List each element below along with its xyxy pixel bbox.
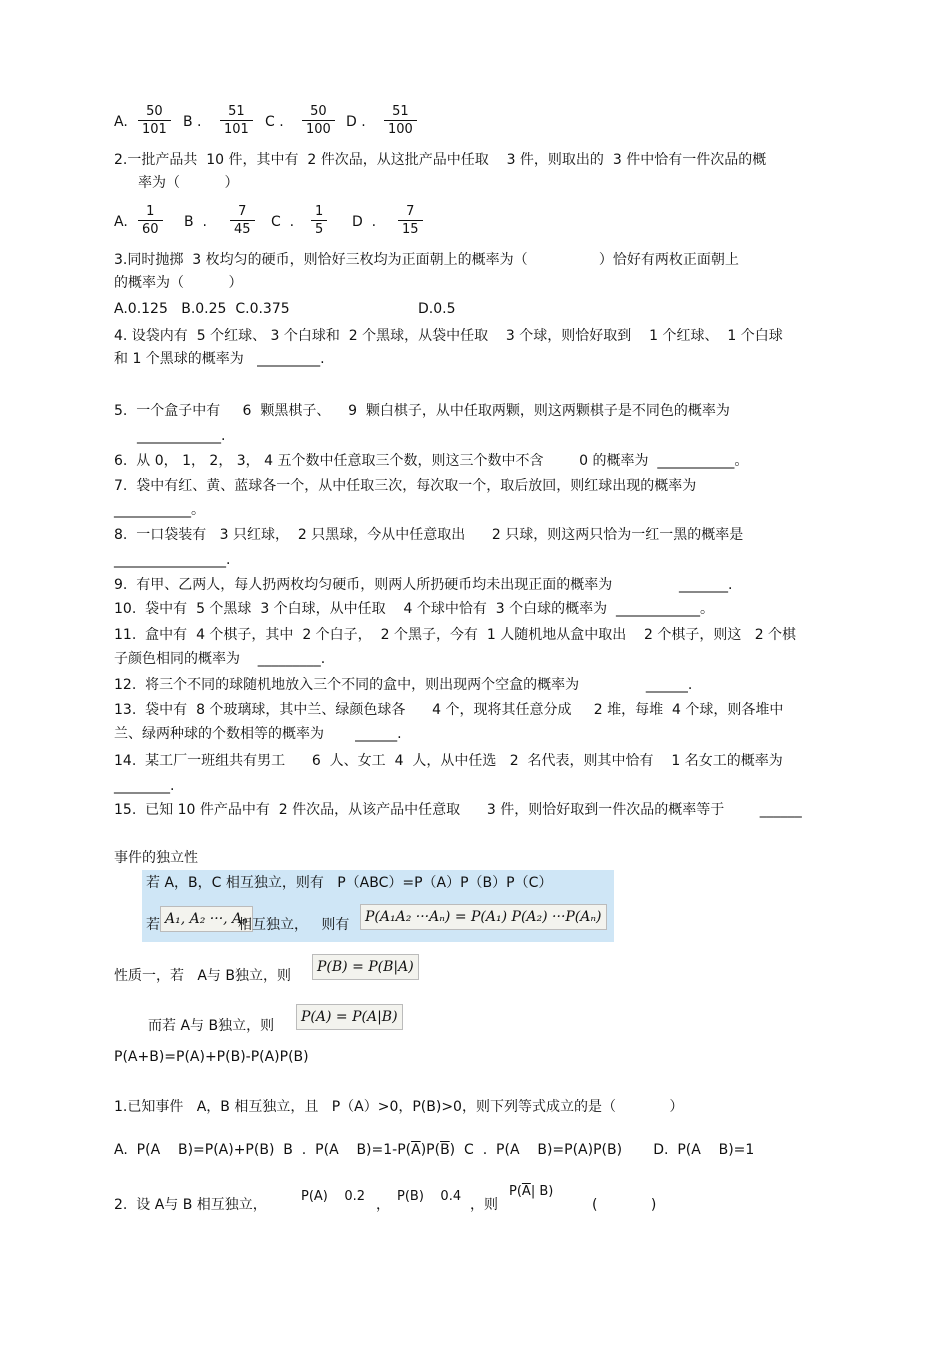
property2-text: 而若 A与 B独立，则 <box>148 1018 275 1034</box>
q1-option-a-fraction <box>138 103 171 138</box>
ex2-answer-paren: ( ) <box>592 1197 657 1213</box>
ex1-option-a-b: A. P(A B)=P(A)+P(B) B . P(A B)=1-P( <box>114 1142 412 1158</box>
q7-line2: ___________。 <box>114 502 205 518</box>
denominator: 100 <box>388 122 413 137</box>
cond-prefix: P( <box>509 1184 522 1199</box>
property2-formula: P(A) = P(A|B) <box>296 1004 403 1030</box>
ex2-conditional <box>509 1182 553 1202</box>
q2-option-a-fraction <box>138 203 163 238</box>
q2-option-d-label: D . <box>352 214 377 230</box>
denominator: 101 <box>142 122 167 137</box>
q14-line1: 14. 某工厂一班组共有男工 6 人、女工 4 人，从中任选 2 名代表，则其中恰有 1 名女工的概率为 <box>114 753 783 769</box>
q15: 15. 已知 10 件产品中有 2 件次品，从该产品中任意取 3 件，则恰好取到一件次品的概率等于 ______ <box>114 802 802 818</box>
cond-suffix: | B) <box>530 1184 554 1199</box>
formula-product-rule: P(A₁A₂ ···Aₙ) = P(A₁) P(A₂) ···P(Aₙ) <box>360 904 607 930</box>
numerator: 1 <box>311 203 327 221</box>
q13-line1: 13. 袋中有 8 个玻璃球，其中兰、绿颜色球各 4 个，现将其任意分成 2 堆，每堆 4 个球，则各堆中 <box>114 702 784 718</box>
q12: 12. 将三个不同的球随机地放入三个不同的盒中，则出现两个空盒的概率为 ______. <box>114 677 693 693</box>
q13-line2: 兰、绿两种球的个数相等的概率为 ______. <box>114 726 402 742</box>
q1-option-c-fraction <box>302 103 335 138</box>
q1-option-b-fraction <box>220 103 253 138</box>
q3-stem-line1: 3.同时抛掷 3 枚均匀的硬币，则恰好三枚均为正面朝上的概率为（ ）恰好有两枚正面朝上 <box>114 252 739 268</box>
numerator: 1 <box>138 203 163 221</box>
q1-option-b-label: B . <box>183 114 202 130</box>
q10: 10. 袋中有 5 个黑球 3 个白球，从中任取 4 个球中恰有 3 个白球的概率为 ____________。 <box>114 601 714 617</box>
complement-a: $\overline{A}$ <box>411 1142 421 1158</box>
q2-option-a-label: A. <box>114 214 128 230</box>
independence-line2-prefix: 若 <box>146 917 160 933</box>
q1-option-d-fraction <box>384 103 417 138</box>
q2-stem-line1: 2.一批产品共 10 件，其中有 2 件次品，从这批产品中任取 3 件，则取出的 3 件中恰有一件次品的概 <box>114 152 767 168</box>
denominator: 101 <box>224 122 249 137</box>
ex2-lead: 2. 设 A与 B 相互独立， <box>114 1197 267 1213</box>
formula-event-sequence: A₁, A₂ ···, Aₙ <box>160 906 253 932</box>
q2-stem-line2: 率为（ ） <box>138 175 239 191</box>
property1-text: 性质一，若 A与 B独立，则 <box>114 968 291 984</box>
q1-option-c-label: C . <box>265 114 284 130</box>
q8-line2: ________________. <box>114 552 231 568</box>
ex2-pa: P(A) 0.2 <box>301 1189 366 1204</box>
q11-line1: 11. 盒中有 4 个棋子，其中 2 个白子， 2 个黑子，今有 1 人随机地从盒中取出 2 个棋子，则这 2 个棋 <box>114 627 797 643</box>
independence-line2-mid: 相互独立， 则有 <box>238 917 350 933</box>
q1-option-a-label: A. <box>114 114 128 130</box>
denominator: 100 <box>306 122 331 137</box>
q1-option-d-label: D . <box>346 114 366 130</box>
q4-line2: 和 1 个黑球的概率为 _________. <box>114 351 325 367</box>
q3-stem-line2: 的概率为（ ） <box>114 275 243 291</box>
ex1-stem: 1.已知事件 A，B 相互独立，且 P（A）>0，P(B)>0，则下列等式成立的是（ ） <box>114 1099 684 1115</box>
numerator: 50 <box>302 103 335 121</box>
ex2-then: ，则 <box>470 1197 498 1213</box>
property1-formula: P(B) = P(B|A) <box>312 954 419 980</box>
numerator: 7 <box>398 203 423 221</box>
q2-option-d-fraction <box>398 203 423 238</box>
denominator: 15 <box>402 222 419 237</box>
q14-line2: ________. <box>114 778 175 794</box>
q2-option-b-fraction <box>230 203 255 238</box>
independence-line1: 若 A，B，C 相互独立，则有 P（ABC）=P（A）P（B）P（C） <box>146 875 553 891</box>
q3-option-d: D.0.5 <box>418 301 456 317</box>
ex1-options <box>114 1140 754 1160</box>
ex1-mid: )P( <box>420 1142 441 1158</box>
q6: 6. 从 0， 1， 2， 3， 4 五个数中任意取三个数，则这三个数中不含 0 的概率为 ___________。 <box>114 453 749 469</box>
q3-options-abc: A.0.125 B.0.25 C.0.375 <box>114 301 290 317</box>
ex1-option-c-d: ) C . P(A B)=P(A)P(B) D. P(A B)=1 <box>449 1142 755 1158</box>
numerator: 51 <box>220 103 253 121</box>
numerator: 51 <box>384 103 417 121</box>
q5-line2: ____________. <box>137 428 226 444</box>
ex2-comma: ， <box>376 1197 390 1213</box>
q11-line2: 子颜色相同的概率为 _________. <box>114 651 326 667</box>
denominator: 60 <box>142 222 159 237</box>
union-rule: P(A+B)=P(A)+P(B)-P(A)P(B) <box>114 1049 309 1065</box>
q9: 9. 有甲、乙两人，每人扔两枚均匀硬币，则两人所扔硬币均未出现正面的概率为 _______. <box>114 577 733 593</box>
ex2-pb: P(B) 0.4 <box>397 1189 462 1204</box>
numerator: 50 <box>138 103 171 121</box>
complement-a: $\overline{A}$ <box>521 1184 531 1199</box>
denominator: 5 <box>315 222 324 237</box>
numerator: 7 <box>230 203 255 221</box>
q7-line1: 7. 袋中有红、黄、蓝球各一个，从中任取三次，每次取一个，取后放回，则红球出现的概率为 <box>114 478 697 494</box>
q2-option-b-label: B . <box>184 214 207 230</box>
q8-line1: 8. 一口袋装有 3 只红球， 2 只黑球，今从中任意取出 2 只球，则这两只恰为一红一黑的概率是 <box>114 527 744 543</box>
q5-line1: 5. 一个盒子中有 6 颗黑棋子、 9 颗白棋子，从中任取两颗，则这两颗棋子是不同色的概率为 <box>114 403 730 419</box>
denominator: 45 <box>234 222 251 237</box>
section-heading: 事件的独立性 <box>114 850 198 866</box>
q4-line1: 4. 设袋内有 5 个红球、 3 个白球和 2 个黑球，从袋中任取 3 个球，则恰好取到 1 个红球、 1 个白球 <box>114 328 783 344</box>
q2-option-c-label: C . <box>271 214 295 230</box>
complement-b: $\overline{B}$ <box>440 1142 450 1158</box>
q2-option-c-fraction <box>311 203 327 238</box>
